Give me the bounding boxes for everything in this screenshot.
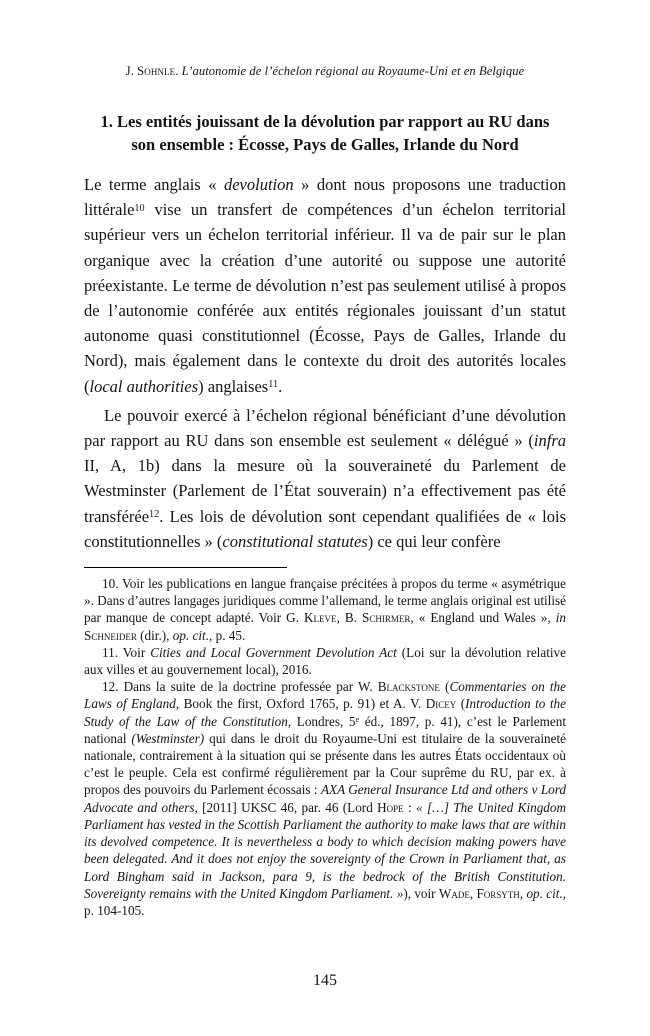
page-number: 145: [313, 972, 337, 989]
footnote: 10. Voir les publications en langue française précitées à propos du terme « asymétrique ». Dans d’autres langages juridiques comme l’allemand, le terme anglais original est utilisé par manque de concept adapté. Voir G. Kleve, B. Schirmer, « England und Wales », in Schneider (dir.), op. cit., p. 45.: [84, 576, 566, 643]
paragraph: Le terme anglais « devolution » dont nous proposons une traduction littérale$^{10}$ vise un transfert de compétences d’un échelon territorial supérieur vers un échelon territorial inférieur. Il va de pair sur le plan organique avec la création d’une autorité ou suppose une autorité préexistante. Le terme de dévolution n’est pas seulement utilisé à propos de l’autonomie conférée aux entités régionales jouissant d’un statut autonome quasi constitutionnel (Écosse, Pays de Galles, Irlande du Nord), mais également dans le contexte du droit des autorités locales (local authorities) anglaises$^{11}$.: [84, 175, 566, 396]
text-block: [84, 110, 566, 919]
footnote: 12. Dans la suite de la doctrine professée par W. Blackstone (Commentaries on the Laws of England, Book the first, Oxford 1765, p. 91) et A. V. Dicey (Introduction to the Study of the Law of the Constitution, Londres, 5e éd., 1897, p. 41), c’est le Parlement national (Westminster) qui dans le droit du Royaume-Uni est titulaire de la souveraineté nationale, contrairement à la situation qui se présente dans les autres États occidentaux où c’est le peuple. Cela est confirmé régulièrement par la Cour suprême du RU, par ex. à propos des pouvoirs du Parlement écossais : AXA General Insurance Ltd and others v Lord Advocate and others, [2011] UKSC 46, par. 46 (Lord Hope : « […] The United Kingdom Parliament has vested in the Scottish Parliament the authority to make laws that are within its devolved competence. It is nevertheless a body to which decision making powers have been delegated. And it does not enjoy the sovereignty of the Crown in Parliament that, as Lord Bingham said in Jackson, para 9, is the bedrock of the British Constitution. Sovereignty remains with the United Kingdom Parliament. »), voir Wade, Forsyth, op. cit., p. 104-105.: [84, 679, 567, 918]
footnote: 11. Voir Cities and Local Government Devolution Act (Loi sur la dévolution relative aux villes et au gouvernement local), 2016.: [84, 644, 566, 678]
running-header: J. Sohnle. L’autonomie de l’échelon régional au Royaume-Uni et en Belgique: [125, 64, 525, 78]
section-heading: 1. Les entités jouissant de la dévolution par rapport au RU dans son ensemble : Écosse, Pays de Galles, Irlande du Nord: [100, 112, 550, 154]
footnotes: [84, 575, 566, 919]
footnote-separator: [84, 567, 287, 568]
paragraph: Le pouvoir exercé à l’échelon régional bénéficiant d’une dévolution par rapport au RU dans son ensemble est seulement « délégué » (infra II, A, 1b) dans la mesure où la souveraineté du Parlement de Westminster (Parlement de l’État souverain) n’a effectivement pas été transférée$^{12}$. Les lois de dévolution sont cependant qualifiées de « lois constitutionnelles » (constitutional statutes) ce qui leur confère: [84, 405, 566, 551]
body-text: [84, 172, 566, 554]
